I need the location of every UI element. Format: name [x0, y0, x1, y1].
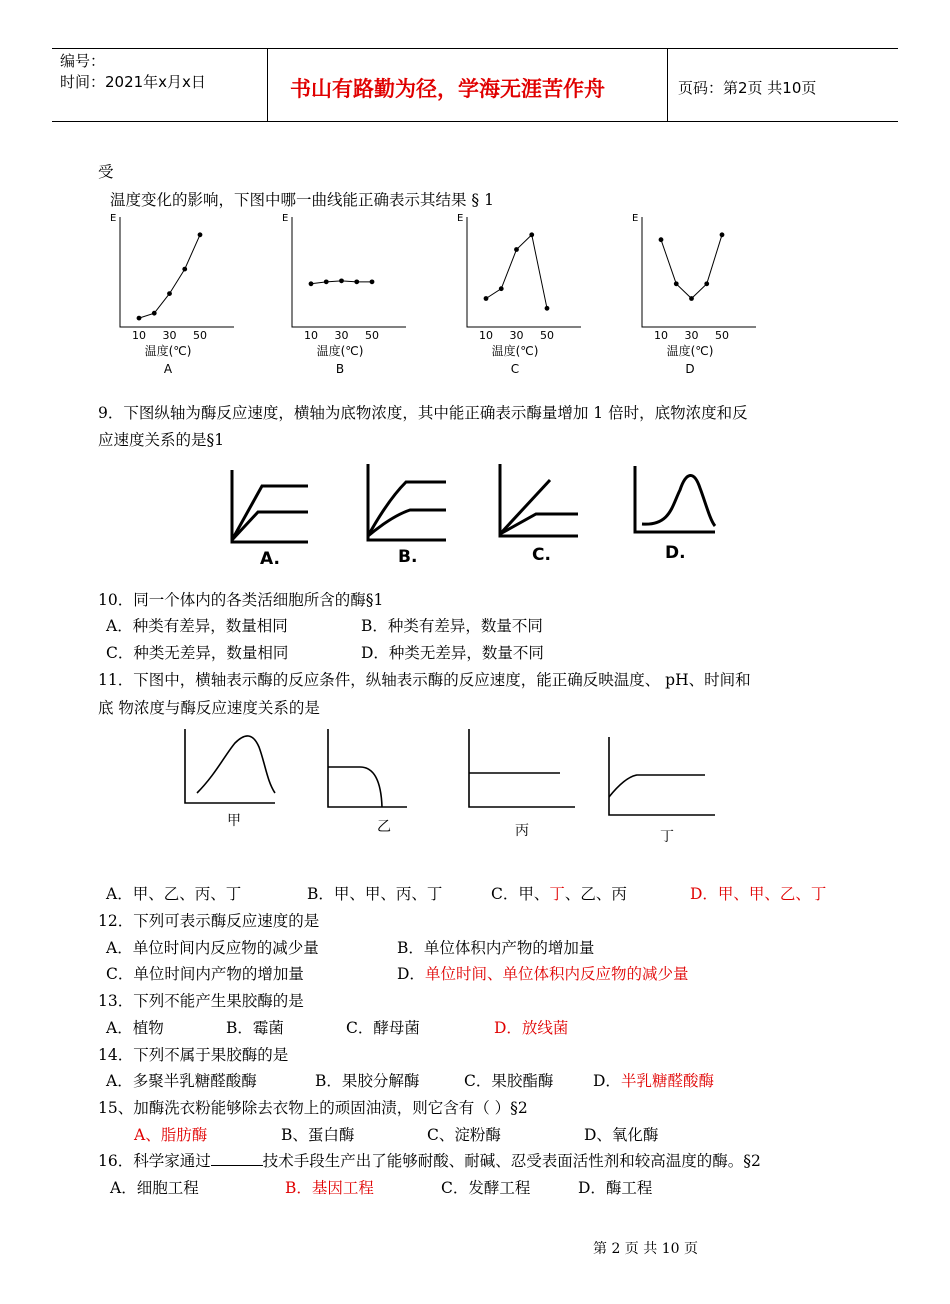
q11-ding-axes: [609, 737, 715, 815]
q11-option-c-suffix: 、乙、丙: [564, 885, 627, 903]
q8-x-axis-label: 温度(℃): [666, 344, 714, 358]
q10-option-d: D．种类无差异，数量不同: [361, 644, 544, 662]
q8-data-point: [339, 278, 344, 283]
q8-graph-label: B: [335, 362, 345, 376]
q8-data-point: [167, 291, 172, 296]
q16-option-c: C．发酵工程: [441, 1179, 531, 1197]
q8-axes: [467, 217, 581, 327]
q11-option-b: B．甲、甲、丙、丁: [307, 885, 443, 903]
header-divider-right: [667, 48, 668, 122]
q8-x-tick-label: 50: [365, 329, 379, 342]
q16-option-a: A．细胞工程: [110, 1179, 199, 1197]
q10-option-c: C．种类无差异，数量相同: [106, 644, 289, 662]
q8-data-point: [324, 279, 329, 284]
q16-stem-suffix: 技术手段生产出了能够耐酸、耐碱、忍受表面活性剂和较高温度的酶。§2: [262, 1152, 761, 1170]
q12-option-d-answer: 单位时间、单位体积内反应物的减少量: [424, 965, 689, 983]
q15-option-a-answer: A、脂肪酶: [134, 1126, 208, 1144]
header-page-number: 页码：第2页 共10页: [678, 79, 817, 97]
q16-option-d: D．酶工程: [578, 1179, 653, 1197]
q8-x-tick-label: 30: [162, 329, 177, 342]
q16-stem: [98, 1149, 761, 1171]
q8-x-tick-label: 50: [540, 329, 554, 342]
header-bottom-rule: [52, 121, 898, 122]
q8-y-axis-label: E: [457, 213, 464, 224]
q8-graph-label: A: [163, 362, 173, 376]
q8-graph-label: C: [510, 362, 520, 376]
q8-data-point: [659, 237, 664, 242]
q8-data-point: [704, 281, 709, 286]
footer-page-number: 第 2 页 共 10 页: [593, 1241, 698, 1257]
q8-line1: 受: [98, 163, 114, 181]
q11-option-a: A．甲、乙、丙、丁: [106, 885, 242, 903]
q14-option-c: C．果胶酯酶: [464, 1072, 554, 1090]
q8-series-line: [661, 235, 722, 299]
q8-data-point: [514, 247, 519, 252]
q11-figure: [175, 715, 755, 850]
q8-x-axis-label: 温度(℃): [316, 344, 364, 358]
q15-option-b: B、蛋白酶: [281, 1126, 355, 1144]
q14-option-a: A．多聚半乳糖醛酸酶: [106, 1072, 257, 1090]
q8-data-point: [182, 267, 187, 272]
q9-label-a: A.: [260, 549, 280, 569]
q16-stem-prefix: 16．科学家通过: [98, 1152, 211, 1170]
q8-axes: [292, 217, 406, 327]
q11-option-c: [491, 882, 627, 904]
q8-data-point: [137, 316, 142, 321]
q11-line2: 底 物浓度与酶反应速度关系的是: [98, 699, 320, 717]
q14-option-d-answer: 半乳糖醛酸酶: [620, 1072, 714, 1090]
q12-option-c: C．单位时间内产物的增加量: [106, 965, 304, 983]
q12-stem: 12．下列可表示酶反应速度的是: [98, 912, 320, 930]
q8-x-tick-label: 10: [654, 329, 668, 342]
header-date: 时间：2021年x月x日: [60, 73, 206, 91]
q11-label-ding: 丁: [660, 829, 674, 845]
q8-x-tick-label: 30: [684, 329, 699, 342]
q8-x-tick-label: 10: [132, 329, 146, 342]
q13-option-c: C．酵母菌: [346, 1019, 420, 1037]
q11-option-d-answer: D．甲、甲、乙、丁: [690, 885, 827, 903]
q12-option-b: B．单位体积内产物的增加量: [397, 939, 595, 957]
q8-line2: 温度变化的影响，下图中哪一曲线能正确表示其结果 § 1: [110, 191, 494, 209]
q8-y-axis-label: E: [632, 213, 639, 224]
q8-data-point: [484, 296, 489, 301]
q8-x-tick-label: 30: [509, 329, 524, 342]
q8-x-tick-label: 10: [479, 329, 493, 342]
q9-line1: 9．下图纵轴为酶反应速度，横轴为底物浓度，其中能正确表示酶量增加 1 倍时，底物浓度和反: [98, 404, 748, 422]
q9-d-curve: [642, 475, 715, 526]
q12-option-d-prefix: D．: [397, 965, 425, 983]
q8-chart-c: [457, 213, 581, 376]
q15-stem: 15、加酶洗衣粉能够除去衣物上的顽固油渍，则它含有（ ）§2: [98, 1099, 528, 1117]
q8-y-axis-label: E: [110, 213, 117, 224]
q15-option-d: D、氧化酶: [584, 1126, 659, 1144]
q8-x-tick-label: 30: [334, 329, 349, 342]
q16-blank: [211, 1151, 263, 1166]
q8-x-tick-label: 50: [193, 329, 207, 342]
q10-option-a: A．种类有差异，数量相同: [106, 617, 288, 635]
q13-option-a: A．植物: [106, 1019, 164, 1037]
q12-option-a: A．单位时间内反应物的减少量: [106, 939, 319, 957]
q9-a-axes: [232, 470, 308, 542]
q8-axes: [120, 217, 234, 327]
q11-bing-axes: [469, 729, 575, 807]
q8-data-point: [499, 286, 504, 291]
q11-option-c-prefix: C．甲、: [491, 885, 550, 903]
q11-yi-curve: [328, 767, 382, 807]
q8-data-point: [152, 311, 157, 316]
q9-label-c: C.: [532, 545, 551, 565]
q8-chart-b: [282, 213, 406, 376]
q8-data-point: [309, 281, 314, 286]
q11-line1: 11．下图中，横轴表示酶的反应条件，纵轴表示酶的反应速度，能正确反映温度、 pH、时间和: [98, 671, 751, 689]
q8-charts: [0, 205, 950, 385]
q13-option-d-answer: D．放线菌: [494, 1019, 569, 1037]
q12-option-d: [397, 962, 688, 984]
q9-line2: 应速度关系的是§1: [98, 431, 225, 449]
q11-jia-curve: [197, 736, 275, 793]
q9-label-b: B.: [398, 547, 418, 567]
header-number: 编号：: [60, 52, 106, 70]
q8-data-point: [545, 306, 550, 311]
q10-stem: 10．同一个体内的各类活细胞所含的酶§1: [98, 591, 384, 609]
q8-data-point: [198, 232, 203, 237]
q8-data-point: [354, 279, 359, 284]
q10-option-b: B．种类有差异，数量不同: [361, 617, 543, 635]
q13-stem: 13．下列不能产生果胶酶的是: [98, 992, 304, 1010]
q8-series-line: [139, 235, 200, 318]
q8-x-axis-label: 温度(℃): [144, 344, 192, 358]
header-top-rule: [52, 48, 898, 49]
q14-stem: 14．下列不属于果胶酶的是: [98, 1046, 289, 1064]
q8-axes: [642, 217, 756, 327]
q11-label-yi: 乙: [377, 819, 391, 835]
q9-c-axes: [500, 464, 578, 536]
header-divider-left: [267, 48, 268, 122]
q13-option-b: B．霉菌: [226, 1019, 284, 1037]
q14-option-d-prefix: D．: [593, 1072, 621, 1090]
q8-y-axis-label: E: [282, 213, 289, 224]
q8-chart-d: [632, 213, 756, 376]
q8-data-point: [529, 232, 534, 237]
q8-graph-label: D: [685, 362, 695, 376]
q8-data-point: [370, 279, 375, 284]
q14-option-d: [593, 1069, 714, 1091]
q11-label-jia: 甲: [227, 813, 241, 829]
q15-option-c: C、淀粉酶: [427, 1126, 501, 1144]
q8-data-point: [689, 296, 694, 301]
q8-x-axis-label: 温度(℃): [491, 344, 539, 358]
q9-c-line-high: [500, 480, 550, 534]
header-motto: 书山有路勤为径，学海无涯苦作舟: [290, 76, 605, 101]
q9-c-line-low: [500, 514, 578, 534]
q11-label-bing: 丙: [515, 823, 529, 839]
q14-option-b: B．果胶分解酶: [315, 1072, 420, 1090]
q9-label-d: D.: [665, 543, 686, 563]
q16-option-b-answer: B．基因工程: [285, 1179, 374, 1197]
q8-series-line: [486, 235, 547, 308]
q8-data-point: [720, 232, 725, 237]
q9-a-curve-low: [232, 512, 308, 540]
q8-chart-a: [110, 213, 234, 376]
q11-ding-curve: [609, 775, 705, 797]
q8-x-tick-label: 10: [304, 329, 318, 342]
q8-x-tick-label: 50: [715, 329, 729, 342]
q8-data-point: [674, 281, 679, 286]
q11-option-c-red: 丁: [549, 885, 565, 903]
q9-figure: [210, 450, 730, 575]
